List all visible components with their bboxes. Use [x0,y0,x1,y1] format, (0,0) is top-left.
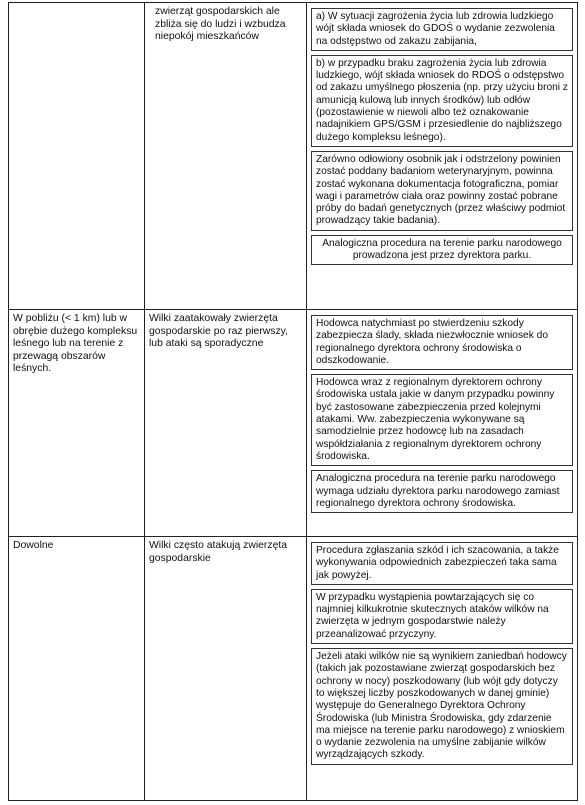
table-row [9,310,578,537]
location-cell: W pobliżu (< 1 km) lub w obrębie dużego kompleksu leśnego lub na terenie z przewagą obszarów leśnych. [9,310,145,537]
table-row [9,3,578,310]
procedure-paragraph: Procedura zgłaszania szkód i ich szacowania, a także wykonywania odpowiednich zabezpieczeń taka sama jak powyżej. [311,542,573,585]
procedure-paragraph: Hodowca wraz z regionalnym dyrektorem ochrony środowiska ustala jakie w danym przypadku powinny być zastosowane zabezpieczenia przed kolejnymi atakami. Ww. zabezpieczenia wykonywane są samodzielnie przez hodowcę lub na zasadach współdziałania z regionalnym dyrektorem ochrony środowiska. [311,374,573,466]
situation-cell: Wilki często atakują zwierzęta gospodarskie [145,537,307,801]
procedure-paragraph: Analogiczna procedura na terenie parku narodowego prowadzona jest przez dyrektora parku. [311,235,573,266]
table-row [9,537,578,801]
location-cell [9,3,145,310]
procedure-paragraph: b) w przypadku braku zagrożenia życia lub zdrowia ludzkiego, wójt składa wniosek do RDOŚ o odstępstwo od zakazu umyślnego płoszenia (np. przy użyciu broni z amunicją kulową lub innych środków) lub odłów (pozostawienie w niewoli albo też oznakowanie nadajnikiem GPS/GSM i przesiedlenie do najbliższego dużego kompleksu leśnego). [311,55,573,147]
procedure-paragraph: Zarówno odłowiony osobnik jak i odstrzelony powinien zostać poddany badaniom weterynaryjnym, powinna zostać wykonana dokumentacja fotograficzna, pomiar wagi i parametrów ciała oraz powinny zostać pobrane próby do badań genetycznych (przez właściwy podmiot prowadzący takie badania). [311,151,573,231]
procedure-paragraph: W przypadku wystąpienia powtarzających się co najmniej kilkukrotnie skutecznych ataków wilków na zwierzęta w jednym gospodarstwie należy przeanalizować przyczyny. [311,589,573,644]
procedure-paragraph: Jeżeli ataki wilków nie są wynikiem zaniedbań hodowcy (takich jak pozostawiane zwierząt gospodarskich bez ochrony w nocy) poszkodowany (lub wójt gdy dotyczy to większej liczby poszkodowanych w danej gminie) występuje do Generalnego Dyrektora Ochrony Środowiska (lub Ministra Środowiska, gdy zdarzenie ma miejsce na terenie parku narodowego) z wnioskiem o wydanie zezwolenia na umyślne zabijanie wilków wyrządzających szkody. [311,648,573,765]
wolf-procedure-table [8,2,578,801]
procedure-cell [307,3,578,310]
procedure-paragraph: a) W sytuacji zagrożenia życia lub zdrowia ludzkiego wójt składa wniosek do GDOŚ o wydanie zezwolenia na odstępstwo od zakazu zabijania, [311,8,573,51]
procedure-cell [307,310,578,537]
procedure-paragraph: Hodowca natychmiast po stwierdzeniu szkody zabezpiecza ślady, składa niezwłocznie wniosek do regionalnego dyrektora ochrony środowiska o odszkodowanie. [311,315,573,370]
procedure-cell [307,537,578,801]
situation-cell: Wilki zaatakowały zwierzęta gospodarskie po raz pierwszy, lub ataki są sporadyczne [145,310,307,537]
procedure-paragraph: Analogiczna procedura na terenie parku narodowego wymaga udziału dyrektora parku narodowego zamiast regionalnego dyrektora ochrony środowiska. [311,470,573,513]
situation-cell: zwierząt gospodarskich ale zbliża się do ludzi i wzbudza niepokój mieszkańców [145,3,307,310]
location-cell: Dowolne [9,537,145,801]
